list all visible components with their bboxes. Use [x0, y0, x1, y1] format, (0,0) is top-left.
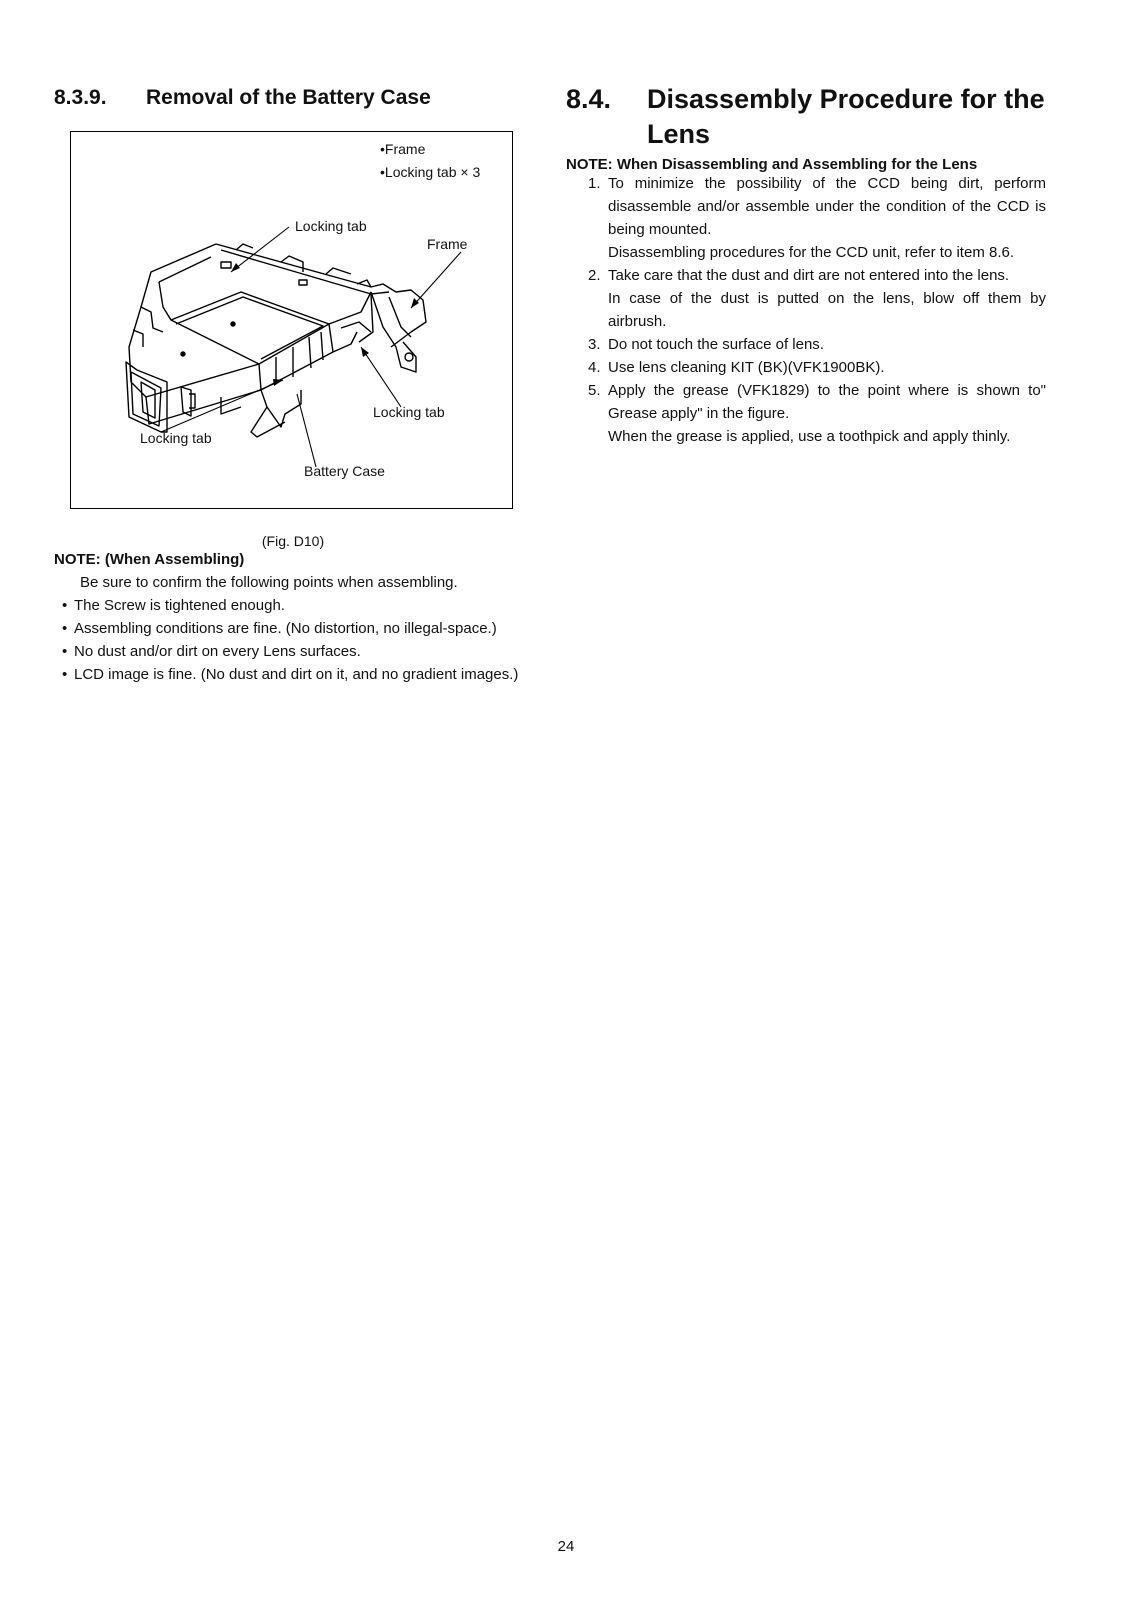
note-title-assembling: NOTE: (When Assembling)	[54, 551, 245, 568]
section-title: Removal of the Battery Case	[146, 86, 431, 109]
section-number: 8.3.9.	[54, 86, 107, 109]
legend-locking-tab-count: •Locking tab × 3	[380, 164, 481, 180]
list-item: 4. Use lens cleaning KIT (BK)(VFK1900BK).	[588, 359, 885, 376]
page-number: 24	[557, 1538, 575, 1555]
list-item: • LCD image is fine. (No dust and dirt on it, and no gradient images.)	[62, 666, 519, 683]
section-heading-8-3-9	[54, 86, 431, 110]
list-item: 1. To minimize the possibility of the CCD being dirt, perform disassemble and/or assemble under the condition of the CCD is being mounted. Disassembling procedures for the CCD unit, refer to item 8.6.	[588, 175, 1046, 261]
label-frame: Frame	[427, 236, 468, 252]
legend-frame: •Frame	[380, 141, 426, 157]
note-title-lens: NOTE: When Disassembling and Assembling for the Lens	[566, 156, 978, 173]
list-item: 5. Apply the grease (VFK1829) to the point where is shown to" Grease apply" in the figure. When the grease is applied, use a toothpick and apply thinly.	[588, 382, 1046, 445]
note-intro: Be sure to confirm the following points when assembling.	[80, 574, 458, 591]
label-locking-tab-right: Locking tab	[373, 404, 445, 420]
figure-caption: (Fig. D10)	[261, 533, 325, 549]
assembling-checklist	[62, 594, 532, 686]
list-item: • The Screw is tightened enough.	[62, 597, 285, 614]
list-item: • Assembling conditions are fine. (No distortion, no illegal-space.)	[62, 620, 497, 637]
label-battery-case: Battery Case	[304, 463, 385, 479]
battery-case-drawing	[71, 132, 511, 507]
list-item: 2. Take care that the dust and dirt are not entered into the lens. In case of the dust is putted on the lens, blow off them by airbrush.	[588, 267, 1046, 330]
section-heading-8-4	[566, 82, 1046, 152]
label-locking-tab-top: Locking tab	[295, 218, 367, 234]
section-number: 8.4.	[566, 84, 612, 114]
label-locking-tab-left: Locking tab	[140, 430, 212, 446]
list-item: 3. Do not touch the surface of lens.	[588, 336, 824, 353]
list-item: • No dust and/or dirt on every Lens surfaces.	[62, 643, 361, 660]
figure-d10	[70, 131, 513, 509]
lens-procedure-steps	[588, 172, 1046, 448]
section-title: Disassembly Procedure for the Lens	[647, 84, 1045, 149]
